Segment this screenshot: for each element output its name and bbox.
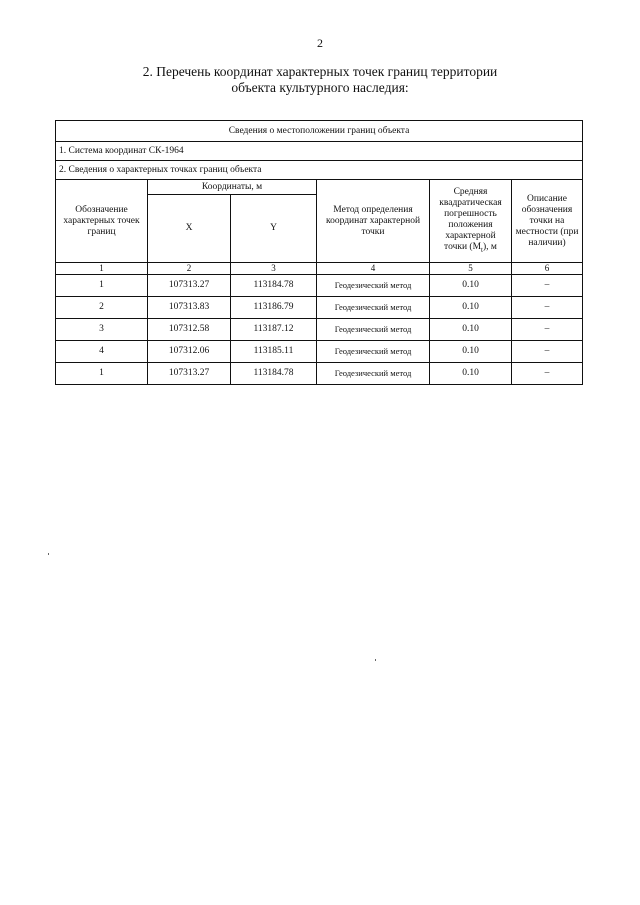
document-title <box>60 64 580 96</box>
cell-description: – <box>512 297 583 319</box>
cell-description: – <box>512 341 583 363</box>
cell-x: 107313.83 <box>148 297 231 319</box>
table-row <box>56 297 583 319</box>
header-point: Обозначение характерных точек границ <box>56 180 148 263</box>
column-number: 3 <box>231 263 317 275</box>
cell-method: Геодезический метод <box>317 297 430 319</box>
cell-y: 113184.78 <box>231 363 317 385</box>
table-row <box>56 341 583 363</box>
cell-point: 3 <box>56 319 148 341</box>
cell-error: 0.10 <box>430 297 512 319</box>
cell-method: Геодезический метод <box>317 319 430 341</box>
column-number: 4 <box>317 263 430 275</box>
table-row <box>56 319 583 341</box>
scan-speck <box>48 553 49 555</box>
scan-speck <box>375 659 376 661</box>
table-banner: Сведения о местоположении границ объекта <box>56 121 583 142</box>
column-number: 2 <box>148 263 231 275</box>
cell-description: – <box>512 363 583 385</box>
cell-x: 107312.06 <box>148 341 231 363</box>
header-error: Средняя квадратическая погрешность положения характерной точки $(M_t)$, м <box>430 180 512 263</box>
table-row <box>56 275 583 297</box>
cell-description: – <box>512 319 583 341</box>
table-row <box>56 363 583 385</box>
cell-error: 0.10 <box>430 275 512 297</box>
cell-point: 1 <box>56 275 148 297</box>
column-number: 6 <box>512 263 583 275</box>
cell-point: 1 <box>56 363 148 385</box>
page-number: 2 <box>317 36 323 50</box>
cell-x: 107313.27 <box>148 275 231 297</box>
cell-y: 113184.78 <box>231 275 317 297</box>
column-number: 5 <box>430 263 512 275</box>
title-line-1: 2. Перечень координат характерных точек границ территории <box>142 64 498 79</box>
cell-method: Геодезический метод <box>317 363 430 385</box>
cell-point: 4 <box>56 341 148 363</box>
cell-description: – <box>512 275 583 297</box>
header-coordinates: Координаты, м <box>148 180 317 195</box>
coordinate-system-line: 1. Система координат СК-1964 <box>56 142 583 161</box>
cell-y: 113185.11 <box>231 341 317 363</box>
header-x: X <box>148 195 231 263</box>
section-heading: 2. Сведения о характерных точках границ объекта <box>56 161 583 180</box>
header-y: Y <box>231 195 317 263</box>
cell-error: 0.10 <box>430 319 512 341</box>
cell-error: 0.10 <box>430 341 512 363</box>
cell-method: Геодезический метод <box>317 275 430 297</box>
cell-x: 107312.58 <box>148 319 231 341</box>
column-number: 1 <box>56 263 148 275</box>
cell-method: Геодезический метод <box>317 341 430 363</box>
cell-y: 113187.12 <box>231 319 317 341</box>
header-description: Описание обозначения точки на местности (при наличии) <box>512 180 583 263</box>
header-method: Метод определения координат характерной точки <box>317 180 430 263</box>
title-line-2: объекта культурного наследия: <box>231 80 409 95</box>
cell-point: 2 <box>56 297 148 319</box>
cell-y: 113186.79 <box>231 297 317 319</box>
coordinates-table <box>55 120 583 385</box>
cell-x: 107313.27 <box>148 363 231 385</box>
cell-error: 0.10 <box>430 363 512 385</box>
